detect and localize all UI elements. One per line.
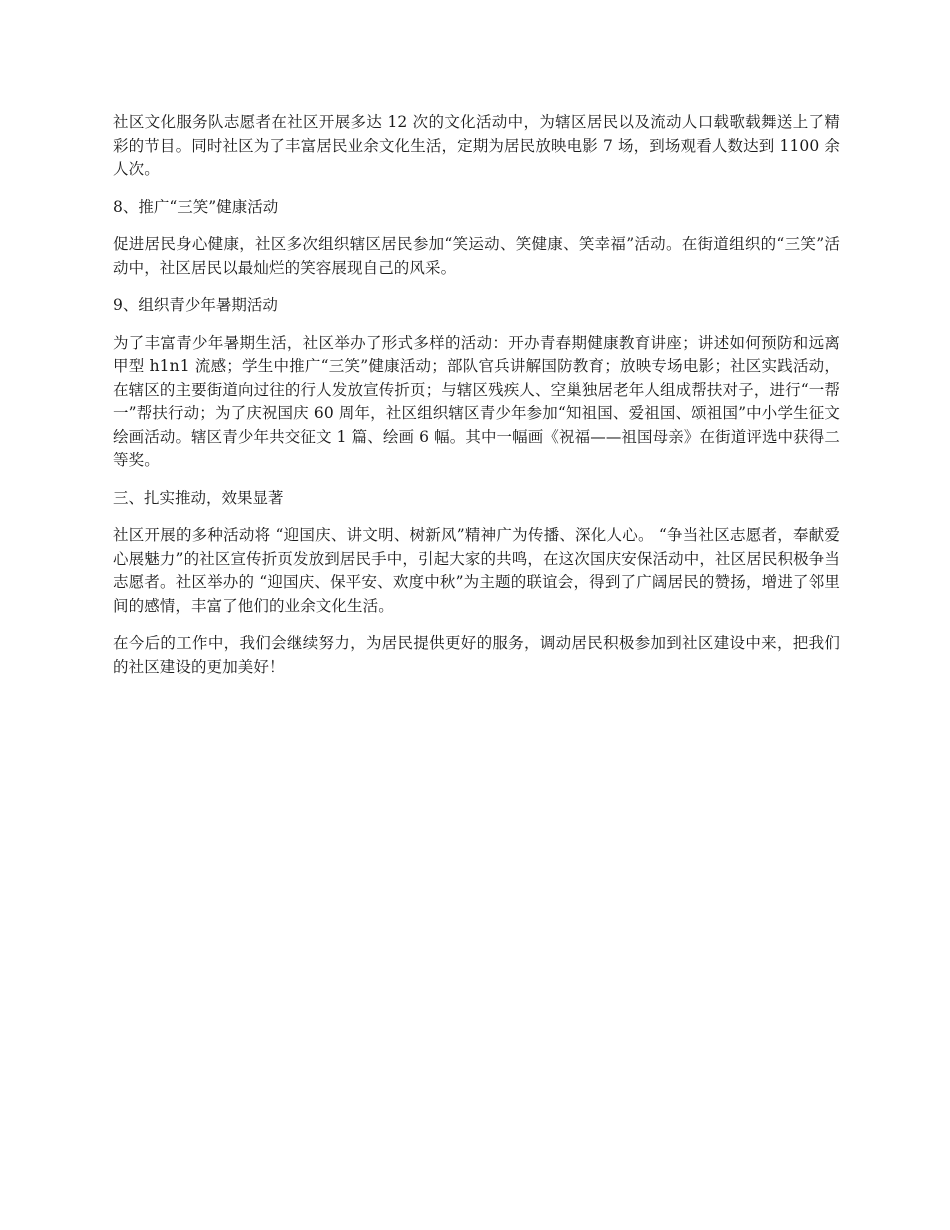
paragraph-youth-summer: 为了丰富青少年暑期生活，社区举办了形式多样的活动：开办青春期健康教育讲座；讲述如何预防和远离甲型 h1n1 流感；学生中推广“三笑”健康活动；部队官兵讲解国防教育；放映专场电影；社区实践活动，在辖区的主要街道向过往的行人发放宣传折页；与辖区残疾人、空巢独居老年人组成帮扶对子，进行“一帮一”帮扶行动；为了庆祝国庆 60 周年，社区组织辖区青少年参加“知祖国、爱祖国、颂祖国”中小学生征文绘画活动。辖区青少年共交征文 1 篇、绘画 6 幅。其中一幅画《祝福——祖国母亲》在街道评选中获得二等奖。: [113, 333, 840, 469]
paragraph-three-laughs: 促进居民身心健康，社区多次组织辖区居民参加“笑运动、笑健康、笑幸福”活动。在街道组织的“三笑”活动中，社区居民以最灿烂的笑容展现自己的风采。: [113, 235, 840, 277]
heading-results: 三、扎实推动，效果显著: [113, 488, 284, 507]
paragraph-results: 社区开展的多种活动将 “迎国庆、讲文明、树新风”精神广为传播、深化人心。 “争当社区志愿者，奉献爱心展魅力”的社区宣传折页发放到居民手中，引起大家的共鸣，在这次国庆安保活动中，社区居民积极争当志愿者。社区举办的 “迎国庆、保平安、欢度中秋”为主题的联谊会，得到了广阔居民的赞扬，增进了邻里间的感情，丰富了他们的业余文化生活。: [113, 526, 840, 615]
heading-three-laughs: 8、推广“三笑”健康活动: [113, 197, 279, 216]
paragraph-closing: 在今后的工作中，我们会继续努力，为居民提供更好的服务，调动居民积极参加到社区建设中来，把我们的社区建设的更加美好！: [113, 634, 840, 676]
heading-youth-summer: 9、组织青少年暑期活动: [113, 296, 278, 314]
paragraph-cultural-activities: 社区文化服务队志愿者在社区开展多达 12 次的文化活动中，为辖区居民以及流动人口载歌载舞送上了精彩的节目。同时社区为了丰富居民业余文化生活，定期为居民放映电影 7 场，到场观看人数达到 1100 余人次。: [113, 113, 840, 178]
